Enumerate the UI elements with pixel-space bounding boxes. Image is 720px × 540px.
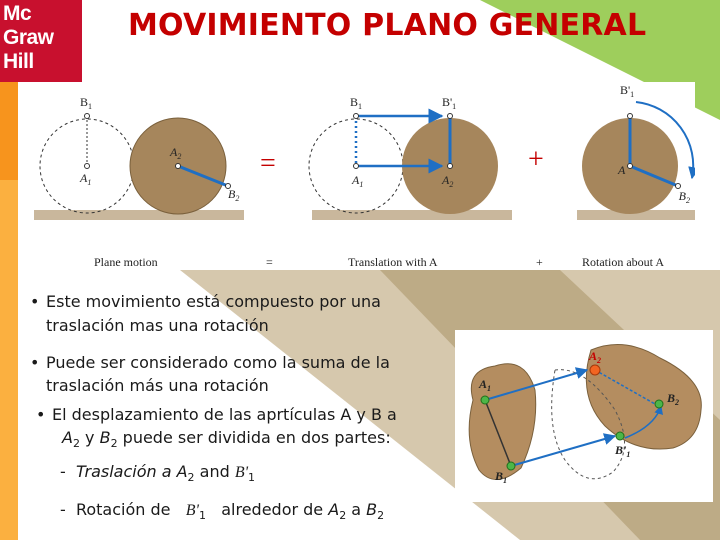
fig-label-a1: $A_1$ [479,377,492,393]
bullet-1-line-1: • Este movimiento está compuesto por una [46,292,381,311]
label-b1prime-rot: $B'_1$ [620,83,635,99]
label-b1-trans: $B_1$ [350,95,363,111]
bullet-3-line-1: • El desplazamiento de las aprtículas A y B a [52,405,397,424]
label-a1-trans: $A_1$ [352,173,364,189]
bullet-2-line-1: • Puede ser considerado como la suma de la [46,353,390,372]
label-b1prime-trans: $B'_1$ [442,95,457,111]
plus-sign: + [528,144,544,175]
fig-label-b1prime: $B'_1$ [615,443,631,459]
point-b2 [655,400,663,408]
label-b1: $B_1$ [80,95,93,111]
bullet-1-line-2: traslación mas una rotación [46,316,269,335]
left-yellow-strip [0,180,18,540]
caption-translation: Translation with A [348,255,438,269]
fig-label-b1: $B_1$ [495,469,508,485]
caption-rotation: Rotation about A [582,255,664,269]
label-b2: $B_2$ [228,187,240,203]
dash-item-2: - Rotación de $B'_1$ alrededor de $A_2$ a $B_2$ [60,500,385,523]
caption-equals: = [266,255,273,269]
label-a1: $A_1$ [80,171,92,187]
equals-sign: = [260,148,276,179]
dash-item-1: - Traslación a $A_2$ and $B'_1$ [60,462,256,485]
caption-plus: + [536,255,543,269]
label-a2: $A_2$ [170,145,182,161]
plane-motion-figure [22,82,695,270]
bullet-2-line-2: traslación más una rotación [46,376,269,395]
label-a2-trans: $A_2$ [442,173,454,189]
point-a2 [590,365,600,375]
slide-title: MOVIMIENTO PLANO GENERAL [128,8,647,43]
ground-1 [34,210,244,220]
point-b1prime [616,432,624,440]
caption-plane-motion: Plane motion [94,255,158,269]
point-a1 [481,396,489,404]
point-b1 [507,462,515,470]
displacement-figure [455,330,713,502]
fig-label-a2: $A_2$ [589,349,602,365]
mcgraw-hill-logo: Mc Graw Hill [0,0,82,82]
label-b2-rot: $B_2$ [678,189,690,205]
fig-label-b2: $B_2$ [667,391,680,407]
ground-2 [312,210,512,220]
label-a-rot: A [618,163,626,177]
bullet-3-line-2: $A_2$ y $B_2$ puede ser dividida en dos partes: [62,428,391,451]
